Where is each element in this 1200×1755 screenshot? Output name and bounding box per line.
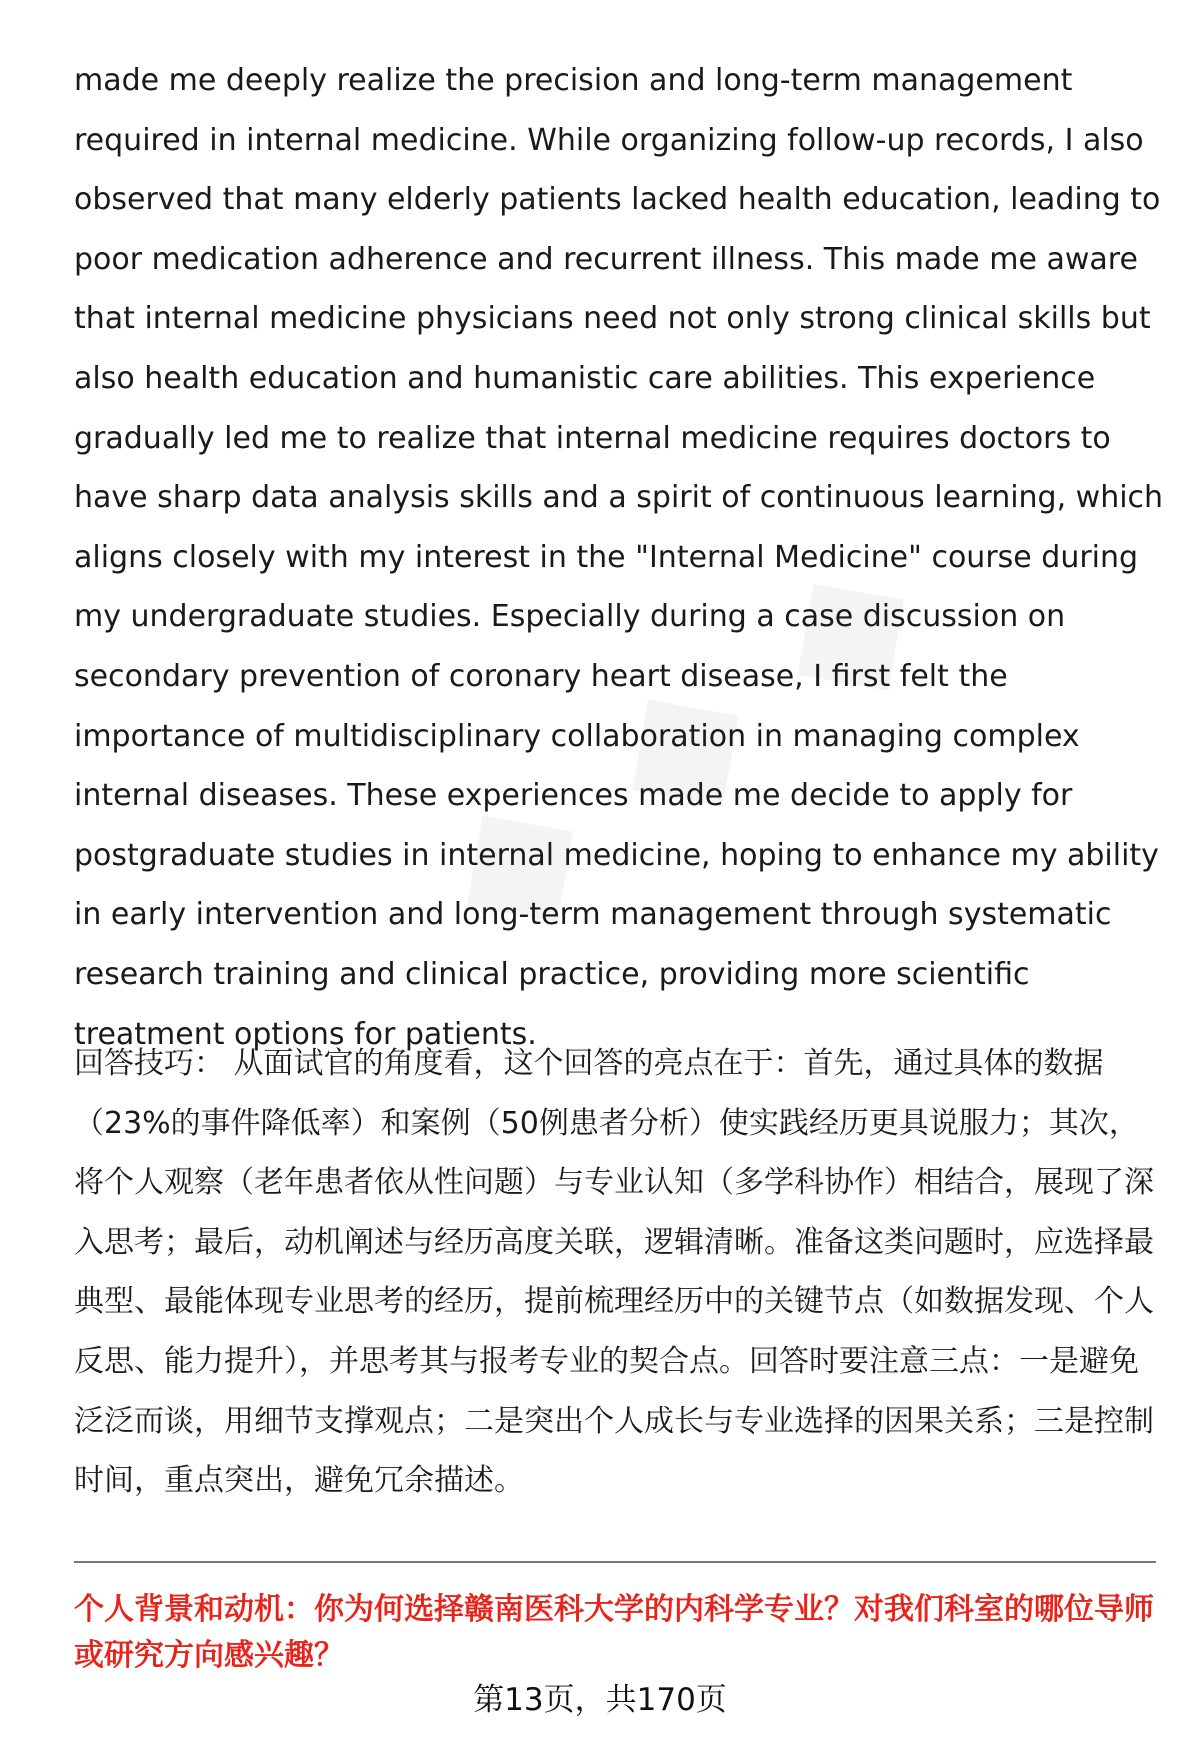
page-number-footer: 第13页，共170页 [473,1682,727,1718]
answer-paragraph: made me deeply realize the precision and long-term management required in internal medicine. While organizing follow-up records, I also observed that many elderly patients lacked health education, leading to poor medication adherence and recurrent illness. This made me aware that internal medicine physicians need not only strong clinical skills but also health education and humanistic care abilities. This experience gradually led me to realize that internal medicine requires doctors to have sharp data analysis skills and a spirit of continuous learning, which aligns closely with my interest in the "Internal Medicine" course during my undergraduate studies. Especially during a case discussion on secondary prevention of coronary heart disease, I first felt the importance of multidisciplinary collaboration in managing complex internal diseases. These experiences made me decide to apply for postgraduate studies in internal medicine, hoping to enhance my ability in early intervention and long-term management through systematic research training and clinical practice, providing more scientific treatment options for patients. [74,63,1164,1052]
section-divider [74,1561,1156,1563]
answer-tips-paragraph: 回答技巧： 从面试官的角度看，这个回答的亮点在于：首先，通过具体的数据（23%的事件降低率）和案例（50例患者分析）使实践经历更具说服力；其次，将个人观察（老年患者依从性问题）与专业认知（多学科协作）相结合，展现了深入思考；最后，动机阐述与经历高度关联，逻辑清晰。准备这类问题时，应选择最典型、最能体现专业思考的经历，提前梳理经历中的关键节点（如数据发现、个人反思、能力提升），并思考其与报考专业的契合点。回答时要注意三点：一是避免泛泛而谈，用细节支撑观点；二是突出个人成长与专业选择的因果关系；三是控制时间，重点突出，避免冗余描述。 [74,1046,1154,1499]
next-question-heading: 个人背景和动机：你为何选择赣南医科大学的内科学专业？对我们科室的哪位导师或研究方向感兴趣？ [74,1592,1154,1673]
